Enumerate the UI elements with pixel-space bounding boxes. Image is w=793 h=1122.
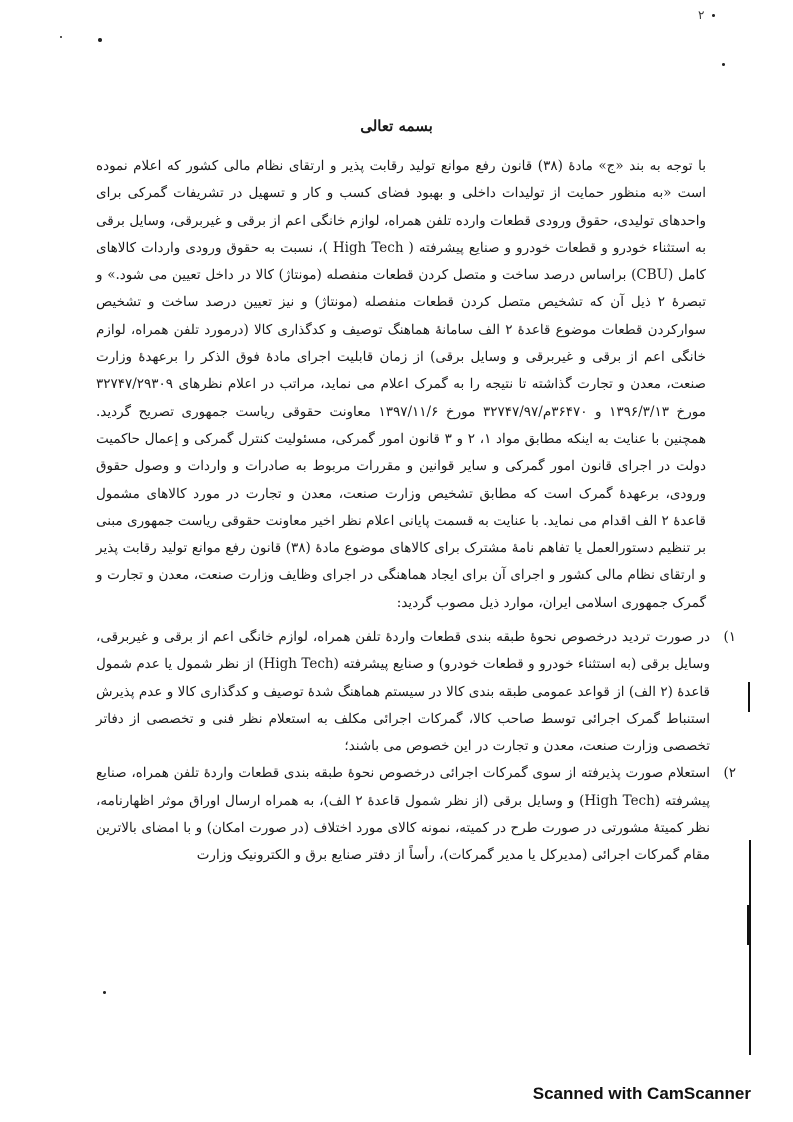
camscanner-watermark: Scanned with CamScanner — [532, 1084, 751, 1103]
scan-speck — [103, 991, 106, 994]
scan-edge-mark — [749, 840, 751, 1055]
scan-edge-mark — [748, 682, 750, 712]
scan-speck — [722, 63, 725, 66]
scan-speck — [712, 14, 715, 17]
list-item — [96, 624, 736, 760]
list-item-text: در صورت تردید درخصوص نحوهٔ طبقه بندی قطعات واردهٔ تلفن همراه، لوازم خانگی اعم از برقی و غیربرقی، وسایل برقی (به استثناء خودرو و قطعات خودرو) و صنایع پیشرفته (High Tech) از نظر شمول یا عدم شمول قاعدهٔ (۲ الف) از قواعد عمومی طبقه بندی کالا در سیستم هماهنگ شدهٔ توصیف و کدگذاری کالا و عدم پذیرش استنباط گمرک اجرائی توسط صاحب کالا، گمرکات اجرائی مکلف به استعلام نظر فنی و تخصصی از دفاتر تخصصی وزارت صنعت، معدن و تجارت در این خصوص می باشند؛ — [96, 629, 711, 755]
document-heading: بسمه تعالی — [360, 117, 433, 135]
page-number: ۲ — [698, 8, 705, 22]
scan-edge-mark — [747, 905, 750, 945]
numbered-list — [96, 624, 736, 870]
list-item — [96, 760, 736, 869]
list-item-text: استعلام صورت پذیرفته از سوی گمرکات اجرائی درخصوص نحوهٔ طبقه بندی قطعات واردهٔ تلفن همراه، صنایع پیشرفته (High Tech) و وسایل برقی (از نظر شمول قاعدهٔ ۲ الف)، به همراه ارسال اوراق موثر اظهارنامه، نظر کمیتهٔ مشورتی در صورت طرح در کمیته، نمونه کالای مورد اختلاف (در صورت امکان) و با امضای بالاترین مقام گمرکات اجرائی (مدیرکل یا مدیر گمرکات)، رأساً از دفتر صنایع برق و الکترونیک وزارت — [96, 765, 710, 864]
scan-speck — [60, 36, 62, 38]
scan-speck — [98, 38, 102, 42]
list-item-number: ۱) — [723, 629, 736, 645]
list-item-number: ۲) — [723, 765, 736, 782]
intro-paragraph — [96, 153, 706, 617]
intro-text: با توجه به بند «ج» مادهٔ (۳۸) قانون رفع موانع تولید رقابت پذیر و ارتقای نظام مالی کشور که اعلام نموده است «به منظور حمایت از تولیدات داخلی و بهبود فضای کسب و کار و تسهیل در تشریفات گمرکی برای واحدهای تولیدی، حقوق ورودی قطعات وارده تلفن همراه، لوازم خانگی اعم از برقی و غیربرقی، وسایل برقی به استثناء خودرو و قطعات خودرو و صنایع پیشرفته ( High Tech )، نسبت به حقوق ورودی واردات کالاهای کامل (CBU) براساس درصد ساخت و متصل کردن قطعات منفصله (مونتاژ) کالا در داخل تعیین می شود.» و تبصرهٔ ۲ ذیل آن که تشخیص متصل کردن قطعات منفصله (مونتاژ) و نیز تعیین درصد ساخت و تشخیص سوارکردن قطعات موضوع قاعدهٔ ۲ الف سامانهٔ هماهنگ توصیف و کدگذاری کالا (درمورد تلفن همراه، لوازم خانگی اعم از برقی و غیربرقی و وسایل برقی) از زمان قابلیت اجرای مادهٔ فوق الذکر را برعهدهٔ وزارت صنعت، معدن و تجارت گذاشته تا نتیجه را به گمرک اعلام می نماید، مراتب در اعلام نظرهای ۳۲۷۴۷/۲۹۳۰۹ مورخ ۱۳۹۶/۳/۱۳ و ۳۶۴۷۰م/۳۲۷۴۷/۹۷ مورخ ۱۳۹۷/۱۱/۶ معاونت حقوقی ریاست جمهوری تصریح گردید. همچنین با عنایت به اینکه مطابق مواد ۱، ۲ و ۳ قانون امور گمرکی، مسئولیت کنترل گمرکی و إعمال حاکمیت دولت در اجرای قانون امور گمرکی و سایر قوانین و مقررات مربوط به صادرات و واردات و وصول حقوق ورودی، برعهدهٔ گمرک است که مطابق تشخیص وزارت صنعت، معدن و تجارت در مورد کالاهای مشمول قاعدهٔ ۲ الف اقدام می نماید. با عنایت به قسمت پایانی اعلام نظر اخیر معاونت حقوقی ریاست جمهوری مبنی بر تنظیم دستورالعمل یا تفاهم نامهٔ مشترک برای کالاهای موضوع مادهٔ (۳۸) قانون رفع موانع تولید رقابت پذیر و ارتقای نظام مالی کشور و اجرای آن برای ایجاد هماهنگی در اجرای وظایف وزارت صنعت، معدن و تجارت و گمرک جمهوری اسلامی ایران، موارد ذیل مصوب گردید: — [96, 158, 707, 611]
